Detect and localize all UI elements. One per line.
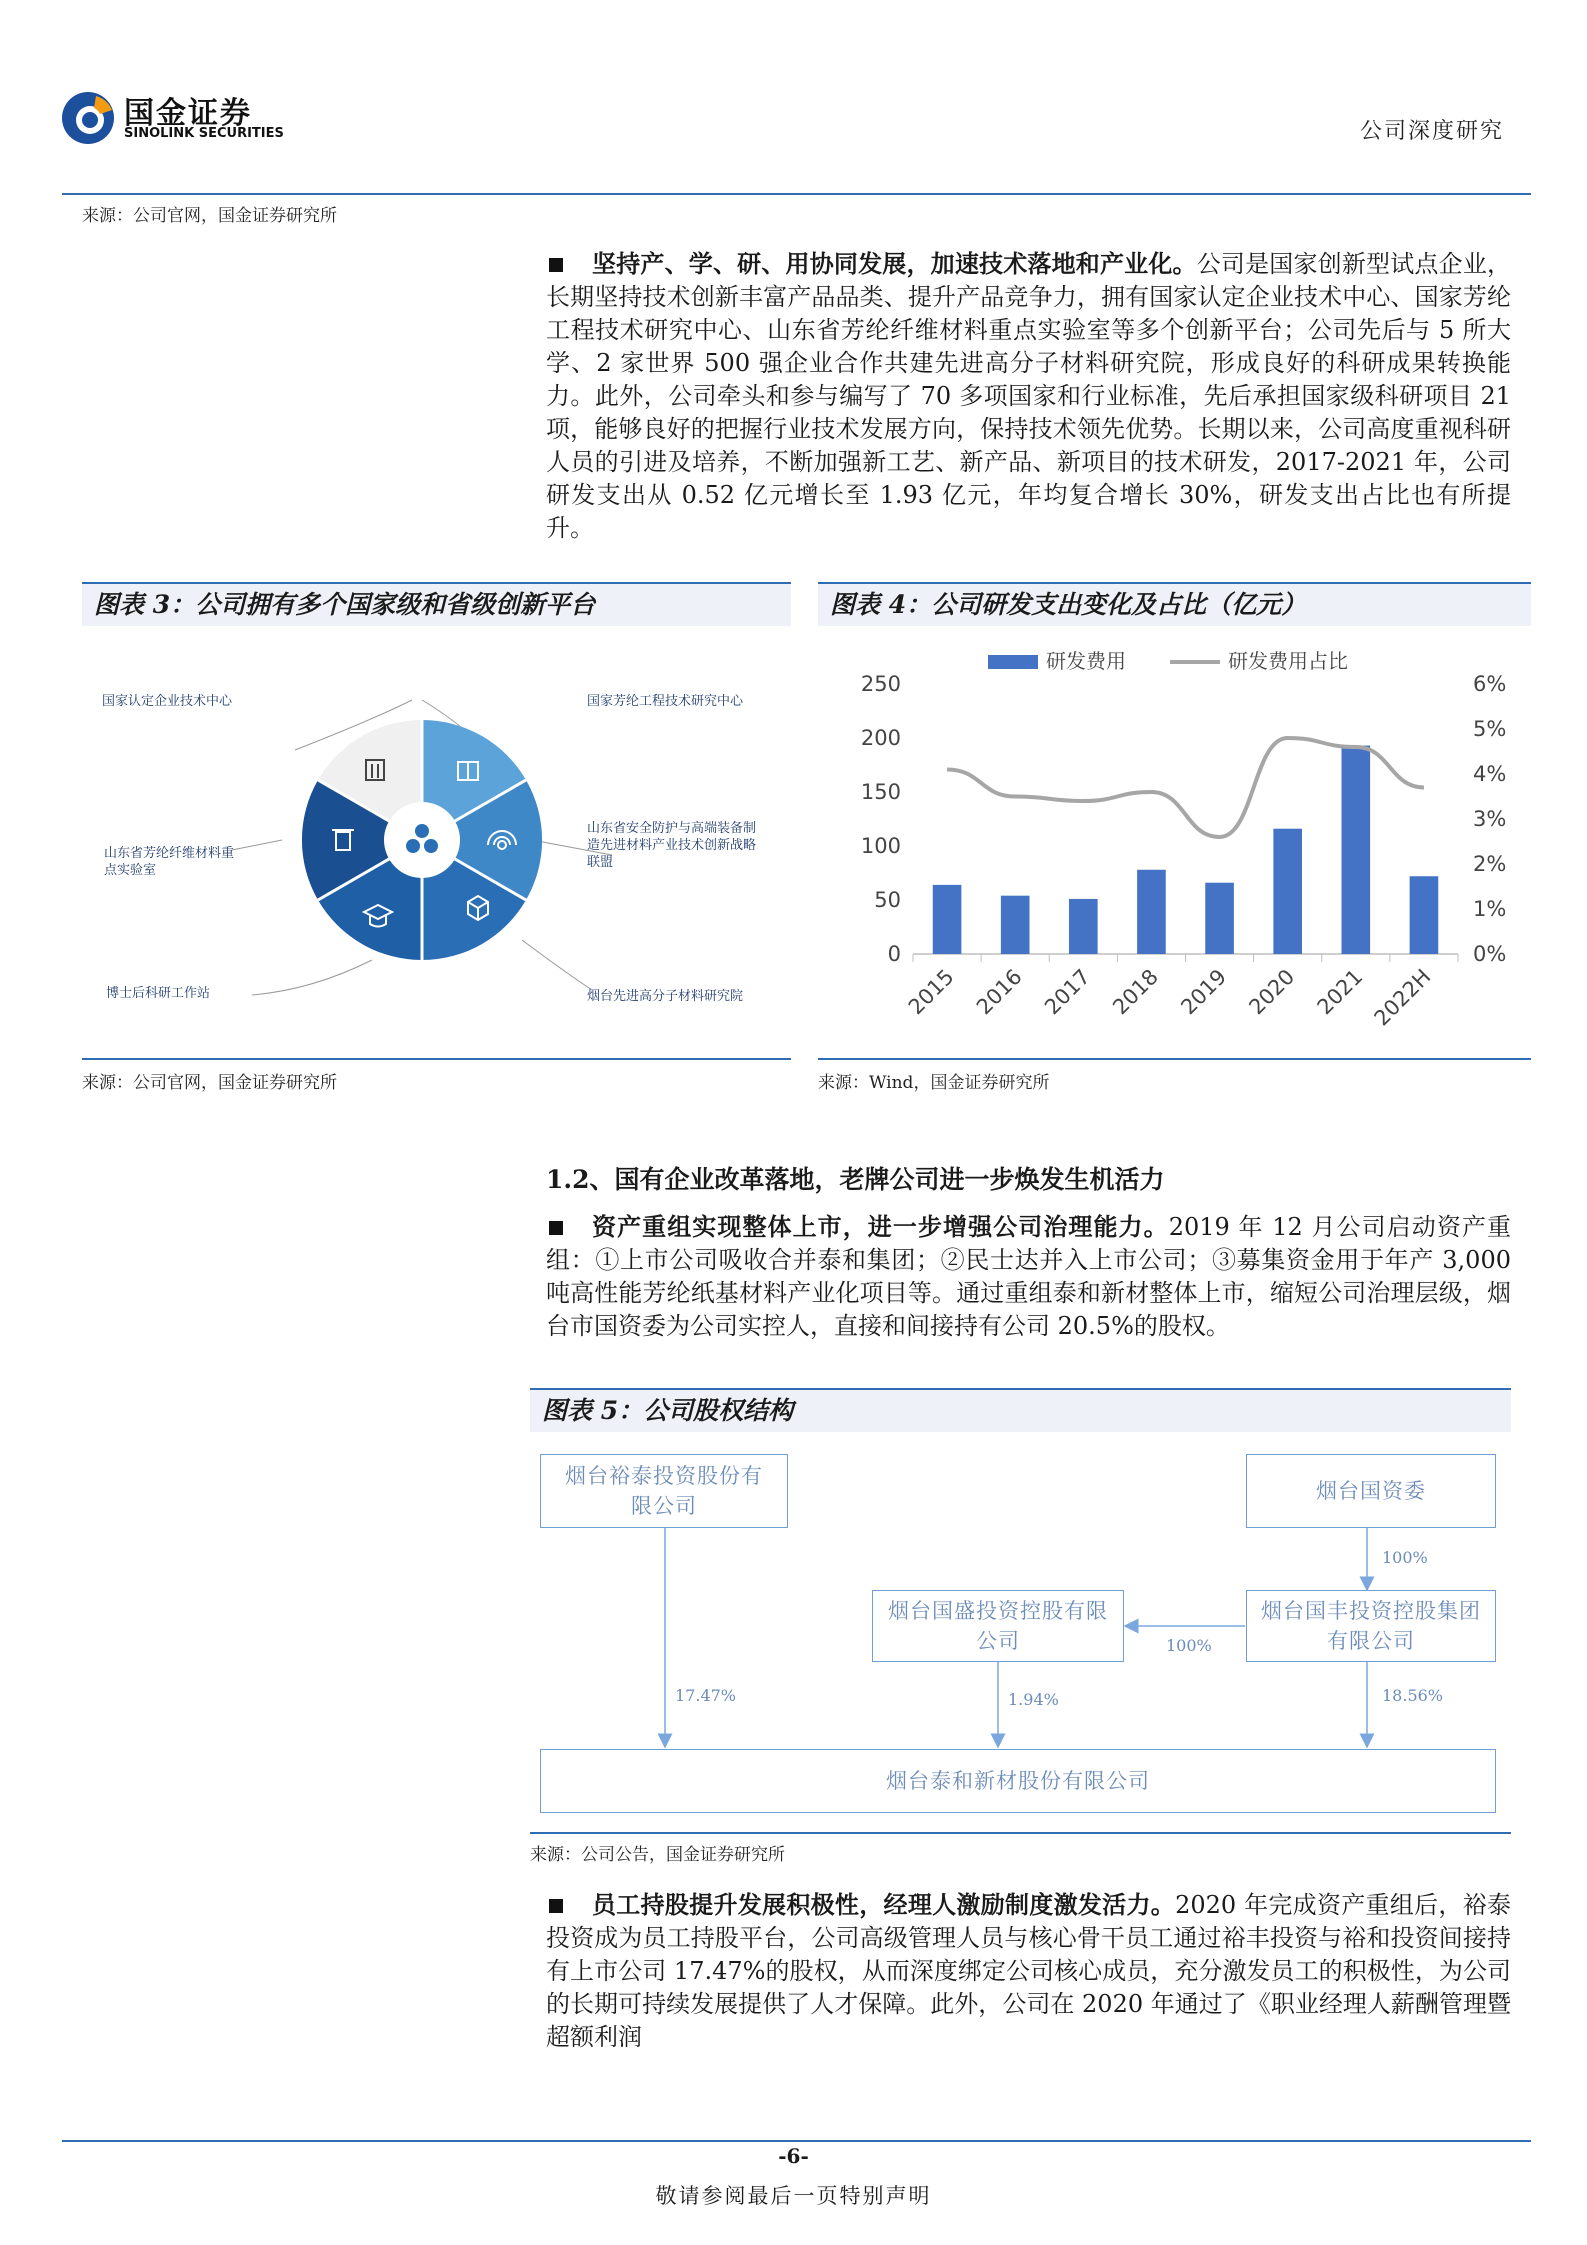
x-tick-label-2017: 2017 (1040, 964, 1095, 1020)
fig5-bottom-rule (530, 1832, 1511, 1834)
legend-bar-swatch (988, 655, 1038, 669)
para-restructure (546, 1210, 1511, 1343)
chart-legend (988, 649, 1348, 673)
right-tick-label: 2% (1473, 852, 1507, 876)
footer-disclaimer: 敬请参阅最后一页特别声明 (655, 2184, 932, 2208)
x-tick-label-2018: 2018 (1108, 964, 1163, 1020)
fig5-source: 来源：公司公告，国金证券研究所 (530, 1845, 785, 1865)
para-lead: 员工持股提升发展积极性，经理人激励制度激发活力。 (592, 1890, 1176, 1919)
bar-2017 (1069, 899, 1098, 954)
label-aramid-center: 国家芳纶工程技术研究中心 (587, 694, 744, 709)
wheel-center (384, 802, 460, 878)
bar-2020 (1273, 829, 1302, 954)
rd-expense-chart (818, 640, 1531, 1050)
fig4-title: 图表 4：公司研发支出变化及占比（亿元） (818, 584, 1531, 626)
bar-2022H (1410, 876, 1439, 954)
left-tick-label: 150 (860, 780, 901, 804)
legend-line-label: 研发费用占比 (1228, 649, 1348, 673)
label-enterprise-center: 国家认定企业技术中心 (102, 694, 233, 709)
pct-yutai-stake: 17.47% (675, 1686, 737, 1705)
x-tick-label-2015: 2015 (903, 964, 959, 1020)
bar-2021 (1342, 746, 1371, 954)
x-axis-ticks (904, 954, 1458, 1030)
page-number: -6- (778, 2144, 809, 2168)
x-tick-label-2022H: 2022H (1369, 964, 1436, 1031)
para-esop (546, 1888, 1511, 2054)
x-tick-label-2020: 2020 (1244, 964, 1300, 1020)
logo-en: SINOLINK SECURITIES (124, 126, 284, 141)
box-taihe-new-materials: 烟台泰和新材股份有限公司 (540, 1749, 1496, 1813)
x-tick-label-2021: 2021 (1312, 964, 1368, 1020)
bar-2015 (933, 885, 962, 954)
logo-cn: 国金证券 (124, 96, 252, 131)
right-tick-label: 5% (1473, 717, 1507, 741)
pct-sasac-to-guofeng: 100% (1382, 1548, 1428, 1567)
right-tick-label: 1% (1473, 897, 1507, 921)
innovation-platform-wheel (82, 640, 791, 1020)
company-logo (60, 88, 320, 148)
para-innovation (546, 247, 1511, 545)
label-alliance: 山东省安全防护与高端装备制造先进材料产业技术创新战略联盟 (587, 821, 757, 870)
label-lab: 山东省芳纶纤维材料重点实验室 (104, 846, 235, 878)
left-tick-label: 0 (887, 942, 901, 966)
box-guofeng-group: 烟台国丰投资控股集团有限公司 (1246, 1590, 1496, 1662)
right-tick-label: 6% (1473, 672, 1507, 696)
header-rule (62, 193, 1531, 195)
fig3-title: 图表 3：公司拥有多个国家级和省级创新平台 (82, 584, 791, 626)
label-postdoc: 博士后科研工作站 (106, 986, 211, 1001)
x-tick-label-2019: 2019 (1176, 964, 1232, 1020)
section-heading: 1.2、国有企业改革落地，老牌公司进一步焕发生机活力 (546, 1165, 1165, 1194)
fig3-bottom-rule (82, 1058, 791, 1060)
left-tick-label: 250 (860, 672, 901, 696)
box-guosheng-holding: 烟台国盛投资控股有限公司 (872, 1590, 1124, 1662)
report-type: 公司深度研究 (1360, 119, 1505, 144)
left-tick-label: 100 (860, 834, 901, 858)
pct-guofeng-to-guosheng: 100% (1166, 1636, 1212, 1655)
right-tick-label: 3% (1473, 807, 1507, 831)
fig4-source: 来源：Wind，国金证券研究所 (818, 1073, 1050, 1093)
para-body: 2019 年 12 月公司启动资产重组：①上市公司吸收合并泰和集团；②民士达并入上市公司；③募集资金用于年产 3,000 吨高性能芳纶纸基材料产业化项目等。通过重组泰和新材整体上市，缩短公司治理层级，烟台市国资委为公司实控人，直接和间接持有公司 20.5%的股权。 (546, 1213, 1511, 1340)
bar-series (933, 746, 1438, 954)
para-body: 公司是国家创新型试点企业，长期坚持技术创新丰富产品品类、提升产品竞争力，拥有国家认定企业技术中心、国家芳纶工程技术研究中心、山东省芳纶纤维材料重点实验室等多个创新平台；公司先后与 5 所大学、2 家世界 500 强企业合作共建先进高分子材料研究院，形成良好的科研成果转换能力。此外，公司牵头和参与编写了 70 多项国家和行业标准，先后承担国家级科研项目 21 项，能够良好的把握行业技术发展方向，保持技术领先优势。长期以来，公司高度重视科研人员的引进及培养，不断加强新工艺、新产品、新项目的技术研发，2017-2021 年，公司研发支出从 0.52 亿元增长至 1.93 亿元，年均复合增长 30%，研发支出占比也有所提升。 (546, 250, 1512, 542)
label-institute: 烟台先进高分子材料研究院 (587, 989, 744, 1004)
box-yantai-sasac: 烟台国资委 (1246, 1454, 1496, 1528)
right-tick-label: 0% (1473, 942, 1507, 966)
fig5-title: 图表 5：公司股权结构 (530, 1390, 1511, 1432)
fig3-source: 来源：公司官网，国金证券研究所 (82, 1073, 337, 1093)
pct-guosheng-stake: 1.94% (1008, 1690, 1059, 1709)
para-body: 2020 年完成资产重组后，裕泰投资成为员工持股平台，公司高级管理人员与核心骨干员工通过裕丰投资与裕和投资间接持有上市公司 17.47%的股权，从而深度绑定公司核心成员，充分激发员工的积极性，为公司的长期可持续发展提供了人才保障。此外，公司在 2020 年通过了《职业经理人薪酬管理暨超额利润 (546, 1891, 1511, 2051)
top-source: 来源：公司官网，国金证券研究所 (82, 206, 337, 226)
right-axis-ticks (1473, 672, 1506, 966)
box-yutai-investment: 烟台裕泰投资股份有限公司 (540, 1454, 788, 1528)
fig4-bottom-rule (818, 1058, 1531, 1060)
para-lead: 坚持产、学、研、用协同发展，加速技术落地和产业化。 (592, 249, 1197, 278)
bar-2016 (1001, 896, 1030, 954)
legend-bar-label: 研发费用 (1046, 649, 1126, 673)
x-tick-label-2016: 2016 (971, 964, 1027, 1020)
footer-rule (62, 2140, 1531, 2142)
bar-2018 (1137, 870, 1166, 954)
logo-icon (60, 90, 116, 146)
right-tick-label: 4% (1473, 762, 1507, 786)
left-tick-label: 50 (874, 888, 901, 912)
bar-2019 (1205, 883, 1234, 954)
ownership-structure (530, 1440, 1511, 1830)
left-axis-ticks (861, 672, 901, 966)
left-tick-label: 200 (860, 726, 901, 750)
pct-guofeng-stake: 18.56% (1382, 1686, 1444, 1705)
para-lead: 资产重组实现整体上市，进一步增强公司治理能力。 (592, 1212, 1169, 1241)
